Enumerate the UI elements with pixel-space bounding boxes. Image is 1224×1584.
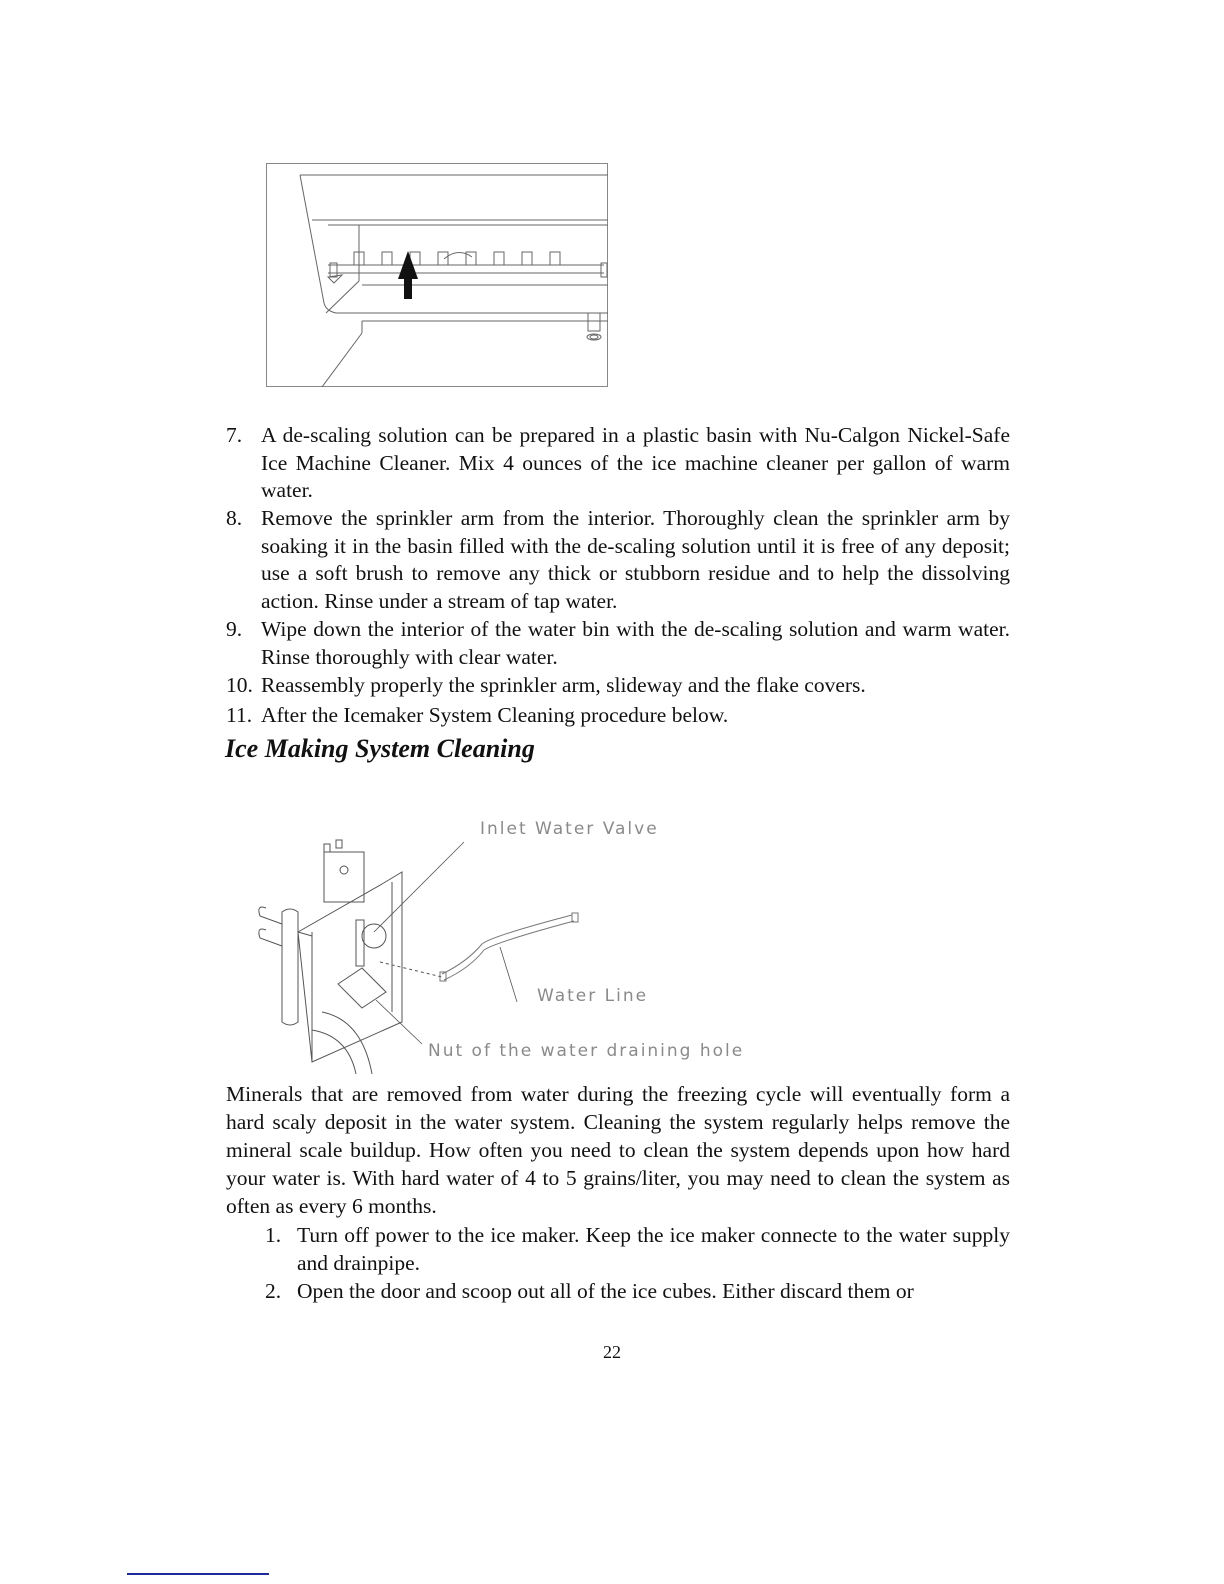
- inlet-valve-figure: [252, 812, 792, 1074]
- water-line-label: Water Line: [537, 986, 649, 1006]
- step-number: 1.: [265, 1223, 282, 1247]
- step-text: After the Icemaker System Cleaning procedure below.: [261, 703, 729, 727]
- step-number: 11.: [226, 703, 253, 727]
- footer-divider: [127, 1573, 269, 1575]
- mineral-deposit-paragraph: Minerals that are removed from water during the freezing cycle will eventually form a hard scaly deposit in the water system. Cleaning the system regularly helps remove the mineral scale buildup. How often you need to clean the system depends upon how hard your water is. With hard water of 4 to 5 grains/liter, you may need to clean the system as often as every 6 months.: [226, 1082, 1010, 1218]
- sprinkler-arm-diagram: [266, 163, 608, 387]
- step-number: 8.: [226, 506, 243, 530]
- inlet-valve-diagram: [252, 812, 792, 1074]
- step-number: 7.: [226, 423, 243, 447]
- section-heading: Ice Making System Cleaning: [225, 734, 535, 763]
- step-text: Reassembly properly the sprinkler arm, slideway and the flake covers.: [261, 673, 866, 697]
- step-text: Turn off power to the ice maker. Keep the ice maker connecte to the water supply and drainpipe.: [297, 1223, 1010, 1275]
- arrow-up-icon: [398, 251, 418, 299]
- page-number: 22: [603, 1342, 621, 1362]
- sprinkler-nozzles: [354, 252, 560, 265]
- step-number: 9.: [226, 617, 243, 641]
- step-text: Remove the sprinkler arm from the interior. Thoroughly clean the sprinkler arm by soaking it in the basin filled with the de-scaling solution until it is free of any deposit; use a soft brush to remove any thick or stubborn residue and to help the dissolving action. Rinse under a stream of tap water.: [261, 506, 1010, 613]
- water-line-tube: [440, 913, 578, 981]
- step-number: 10.: [226, 673, 253, 697]
- step-number: 2.: [265, 1279, 282, 1303]
- step-text: A de-scaling solution can be prepared in a plastic basin with Nu-Calgon Nickel-Safe Ice Machine Cleaner. Mix 4 ounces of the ice machine cleaner per gallon of warm water.: [261, 423, 1010, 502]
- sprinkler-arm-figure: [266, 163, 608, 387]
- step-text: Open the door and scoop out all of the ice cubes. Either discard them or: [297, 1279, 914, 1303]
- inlet-water-valve-label: Inlet Water Valve: [480, 819, 659, 839]
- step-text: Wipe down the interior of the water bin with the de-scaling solution and warm water. Rinse thoroughly with clear water.: [261, 617, 1010, 669]
- nut-drain-hole-label: Nut of the water draining hole: [428, 1041, 745, 1061]
